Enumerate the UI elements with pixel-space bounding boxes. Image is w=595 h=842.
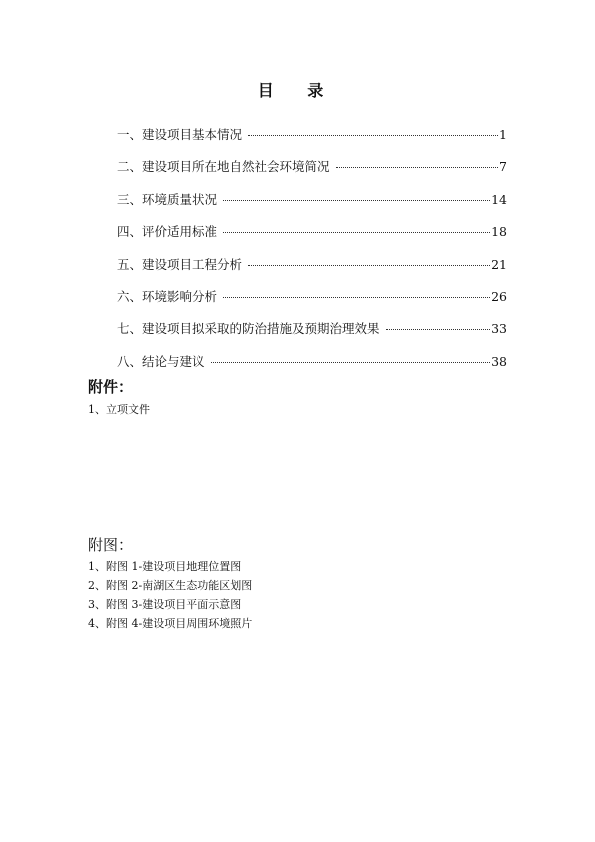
toc-entry-page: 14 [491,191,507,207]
toc-entry-page: 1 [499,127,507,142]
toc-entry-page: 7 [499,159,507,175]
toc-entry-page: 33 [491,321,507,337]
toc-entry [117,125,507,157]
toc-entry-page: 26 [491,288,507,304]
figure-item: 4、附图 4-建设项目周围环境照片 [88,617,253,630]
toc-entry-label: 六、环境影响分析 [117,288,218,304]
figure-item: 3、附图 3-建设项目平面示意图 [88,598,242,611]
figures-heading: 附图： [88,536,134,554]
attachment-item: 1、立项文件 [88,403,150,416]
toc-entry [117,222,507,254]
toc-leader-dots [386,328,491,330]
toc-entry [117,255,507,287]
toc-entry-page: 18 [491,224,507,240]
figure-item: 1、附图 1-建设项目地理位置图 [88,560,242,573]
toc-leader-dots [248,264,490,266]
toc-entry-label: 三、环境质量状况 [117,191,218,207]
toc-entry-label: 二、建设项目所在地自然社会环境简况 [117,159,330,175]
toc-entry-page: 38 [491,353,507,369]
attachments-list [88,400,508,419]
toc-entry-label: 八、结论与建议 [117,353,205,369]
toc-leader-dots [211,361,491,363]
toc-leader-dots [336,166,499,168]
toc-entry-label: 五、建设项目工程分析 [117,256,243,272]
figure-item: 2、附图 2-南湖区生态功能区划图 [88,579,253,592]
toc-leader-dots [223,199,490,201]
toc-entry [117,287,507,319]
toc-entry-page: 21 [491,256,507,272]
toc-leader-dots [223,296,490,298]
toc-entry [117,157,507,189]
attachments-heading: 附件： [88,378,134,396]
toc-entry [117,190,507,222]
figures-list [88,557,508,633]
toc-entry-label: 七、建设项目拟采取的防治措施及预期治理效果 [117,321,380,337]
toc-leader-dots [248,134,498,136]
toc-entry-label: 一、建设项目基本情况 [117,127,243,142]
toc-list [117,125,507,384]
toc-entry [117,352,507,384]
toc-title: 目 录 [257,81,338,100]
toc-entry-label: 四、评价适用标准 [117,224,218,240]
toc-entry [117,319,507,351]
toc-leader-dots [223,231,490,233]
